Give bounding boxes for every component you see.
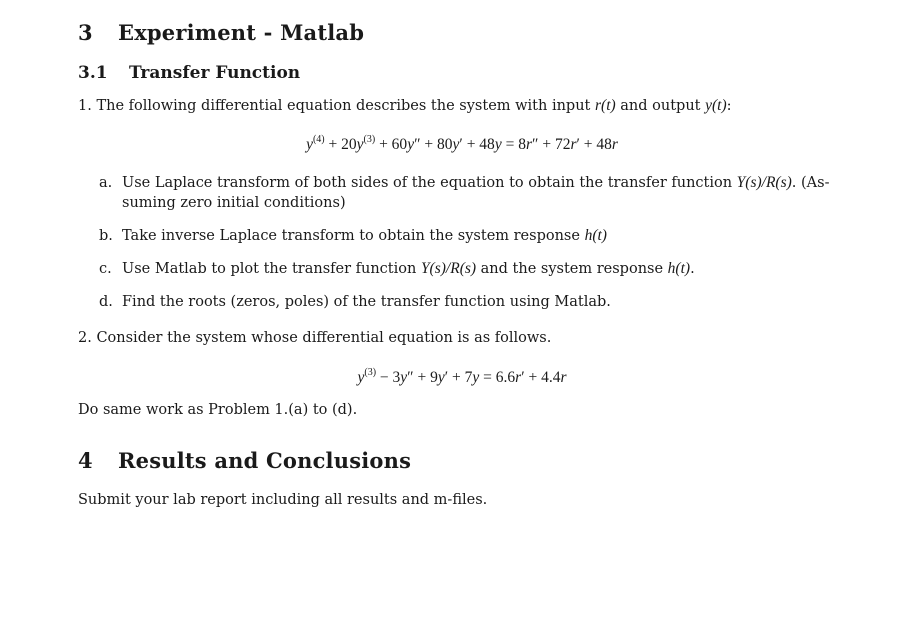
transfer-function-symbol: Y(s)/R(s) <box>420 260 477 277</box>
equation-1 <box>0 136 924 154</box>
sub-item-b <box>99 226 607 246</box>
subsection-3-1-heading <box>78 63 300 83</box>
sub-item-text: Use Laplace transform of both sides of the equation to obtain the transfer function <box>122 175 737 191</box>
subsection-title: Transfer Function <box>129 63 301 83</box>
sub-item-label: b. <box>99 228 113 244</box>
item-intro-mid: and output <box>615 98 706 114</box>
item-intro-text: Consider the system whose differential equation is as follows. <box>96 330 552 346</box>
sub-item-text-mid: and the system response <box>476 261 668 277</box>
subsection-number: 3.1 <box>78 63 108 83</box>
sub-item-text: Take inverse Laplace transform to obtain the system response <box>122 228 585 244</box>
sub-item-d <box>99 292 611 312</box>
closing-paragraph <box>78 400 357 420</box>
equation-2-rendered: $y^{(3)} - 3y'' + 9y' + 7y = 6.6r' + 4.4r$ <box>357 367 567 386</box>
transfer-function-symbol: Y(s)/R(s) <box>736 174 792 191</box>
item-2-intro <box>78 328 551 348</box>
equation-2 <box>0 369 924 387</box>
item-intro-post: : <box>726 98 732 114</box>
item-marker: 2. <box>78 330 92 346</box>
section-number: 3 <box>78 20 93 45</box>
sub-item-text-post: . (As- <box>791 175 830 191</box>
section-3-heading <box>78 20 364 45</box>
input-signal: r(t) <box>595 97 616 114</box>
sub-item-a-continuation <box>99 193 346 213</box>
body-text: Submit your lab report including all results and m-files. <box>78 492 488 508</box>
sub-item-text: Find the roots (zeros, poles) of the transfer function using Matlab. <box>122 294 611 310</box>
system-response-symbol: h(t) <box>667 260 691 277</box>
item-intro-text: The following differential equation describes the system with input <box>96 98 595 114</box>
equation-1-rendered: $y^{(4)} + 20y^{(3)} + 60y'' + 80y' + 48y = 8r'' + 72r' + 48r$ <box>306 134 618 153</box>
sub-item-text-post: . <box>690 261 695 277</box>
closing-text: Do same work as Problem 1.(a) to (d). <box>78 402 358 418</box>
sub-item-label: d. <box>99 294 113 310</box>
sub-item-label: c. <box>99 261 112 277</box>
output-signal: y(t) <box>705 97 727 114</box>
sub-item-text-line2: suming zero initial conditions) <box>122 195 346 211</box>
system-response-symbol: h(t) <box>584 227 607 244</box>
section-number: 4 <box>78 448 93 473</box>
item-marker: 1. <box>78 98 92 114</box>
section-title: Experiment - Matlab <box>118 20 365 45</box>
section-title: Results and Conclusions <box>118 448 412 473</box>
sub-item-label: a. <box>99 175 113 191</box>
section-4-body <box>78 490 487 510</box>
sub-item-text: Use Matlab to plot the transfer function <box>122 261 421 277</box>
section-4-heading <box>78 448 411 473</box>
sub-item-c <box>99 259 695 279</box>
sub-item-a <box>99 173 829 193</box>
item-1-intro <box>78 96 732 116</box>
